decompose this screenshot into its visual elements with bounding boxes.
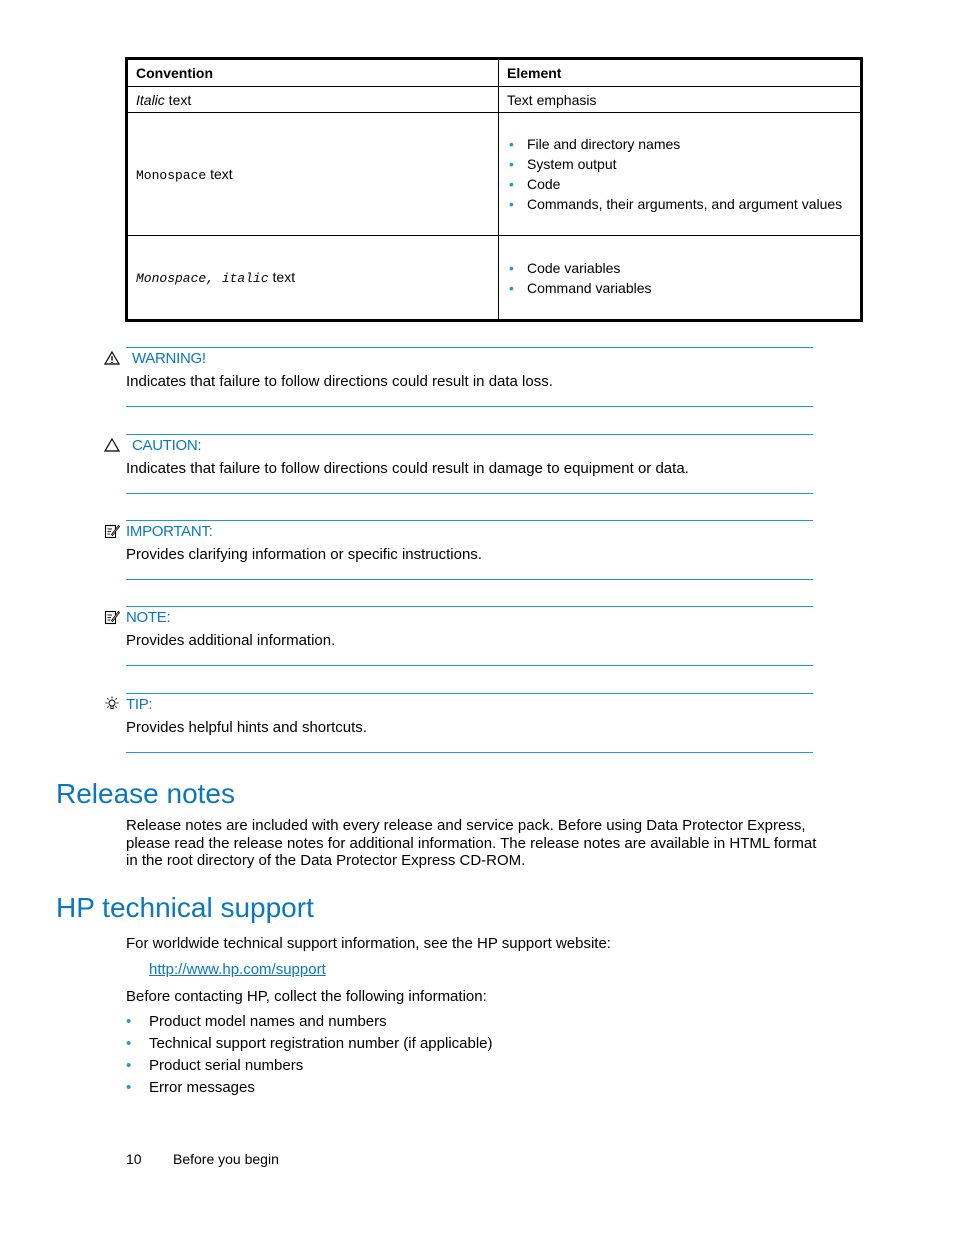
element-cell [499, 236, 862, 321]
table-row [127, 113, 862, 236]
convention-cell [127, 236, 499, 321]
admonition-title: WARNING! [132, 350, 206, 367]
list-item: • System output [507, 154, 852, 174]
support-before: Before contacting HP, collect the following information: [126, 988, 487, 1005]
element-list [507, 258, 852, 298]
admonition-title: CAUTION: [132, 437, 202, 454]
support-intro: For worldwide technical support information, see the HP support website: [126, 935, 611, 952]
admonition-text: Provides additional information. [126, 632, 336, 649]
release-notes-heading: Release notes [56, 778, 236, 809]
table-row [127, 87, 862, 113]
header-element: Element [499, 59, 862, 87]
warning-icon [104, 350, 120, 366]
list-item: • File and directory names [507, 134, 852, 154]
support-heading: HP technical support [56, 892, 314, 923]
convention-cell [127, 87, 499, 113]
list-item: • Commands, their arguments, and argument values [507, 194, 852, 214]
list-item: • Technical support registration number (if applicable) [126, 1033, 493, 1055]
element-cell [499, 113, 862, 236]
support-link[interactable]: http://www.hp.com/support [149, 961, 326, 978]
convention-styled: Italic [136, 91, 165, 108]
important-icon [104, 523, 120, 539]
list-item: • Product serial numbers [126, 1055, 493, 1077]
important-admonition [126, 520, 813, 580]
element-cell: Text emphasis [499, 87, 862, 113]
note-admonition [126, 606, 813, 666]
admonition-title: IMPORTANT: [126, 523, 213, 540]
convention-plain: text [268, 269, 296, 285]
table-header-row [127, 59, 862, 87]
page-number: 10 [126, 1151, 142, 1167]
element-list [507, 134, 852, 214]
caution-admonition [126, 434, 813, 494]
table-row [127, 236, 862, 321]
list-item: • Code variables [507, 258, 852, 278]
admonition-title: TIP: [126, 696, 153, 713]
header-convention: Convention [127, 59, 499, 87]
support-link-line [149, 961, 326, 979]
note-icon [104, 609, 120, 625]
list-item: • Code [507, 174, 852, 194]
convention-styled: Monospace, italic [136, 271, 269, 286]
convention-styled: Monospace [136, 167, 207, 183]
list-item: • Command variables [507, 278, 852, 298]
convention-plain: text [164, 91, 192, 108]
warning-admonition [126, 347, 813, 407]
caution-icon [104, 437, 120, 453]
conventions-table [125, 57, 863, 322]
admonition-title: NOTE: [126, 609, 171, 626]
admonition-text: Indicates that failure to follow directions could result in data loss. [126, 373, 553, 390]
tip-admonition [126, 693, 813, 753]
release-notes-body: Release notes are included with every release and service pack. Before using Data Protector Express, please read the release notes for additional information. The release notes are available in HTML format in the root directory of the Data Protector Express CD-ROM. [126, 817, 817, 869]
convention-cell [127, 113, 499, 236]
list-item: • Error messages [126, 1077, 493, 1099]
list-item: • Product model names and numbers [126, 1011, 493, 1033]
admonition-text: Provides clarifying information or specific instructions. [126, 546, 482, 563]
tip-icon [104, 696, 120, 712]
admonition-text: Indicates that failure to follow directions could result in damage to equipment or data. [126, 460, 689, 477]
admonition-text: Provides helpful hints and shortcuts. [126, 719, 367, 736]
support-list [126, 1011, 493, 1099]
footer-section: Before you begin [173, 1151, 279, 1167]
convention-plain: text [206, 165, 233, 182]
